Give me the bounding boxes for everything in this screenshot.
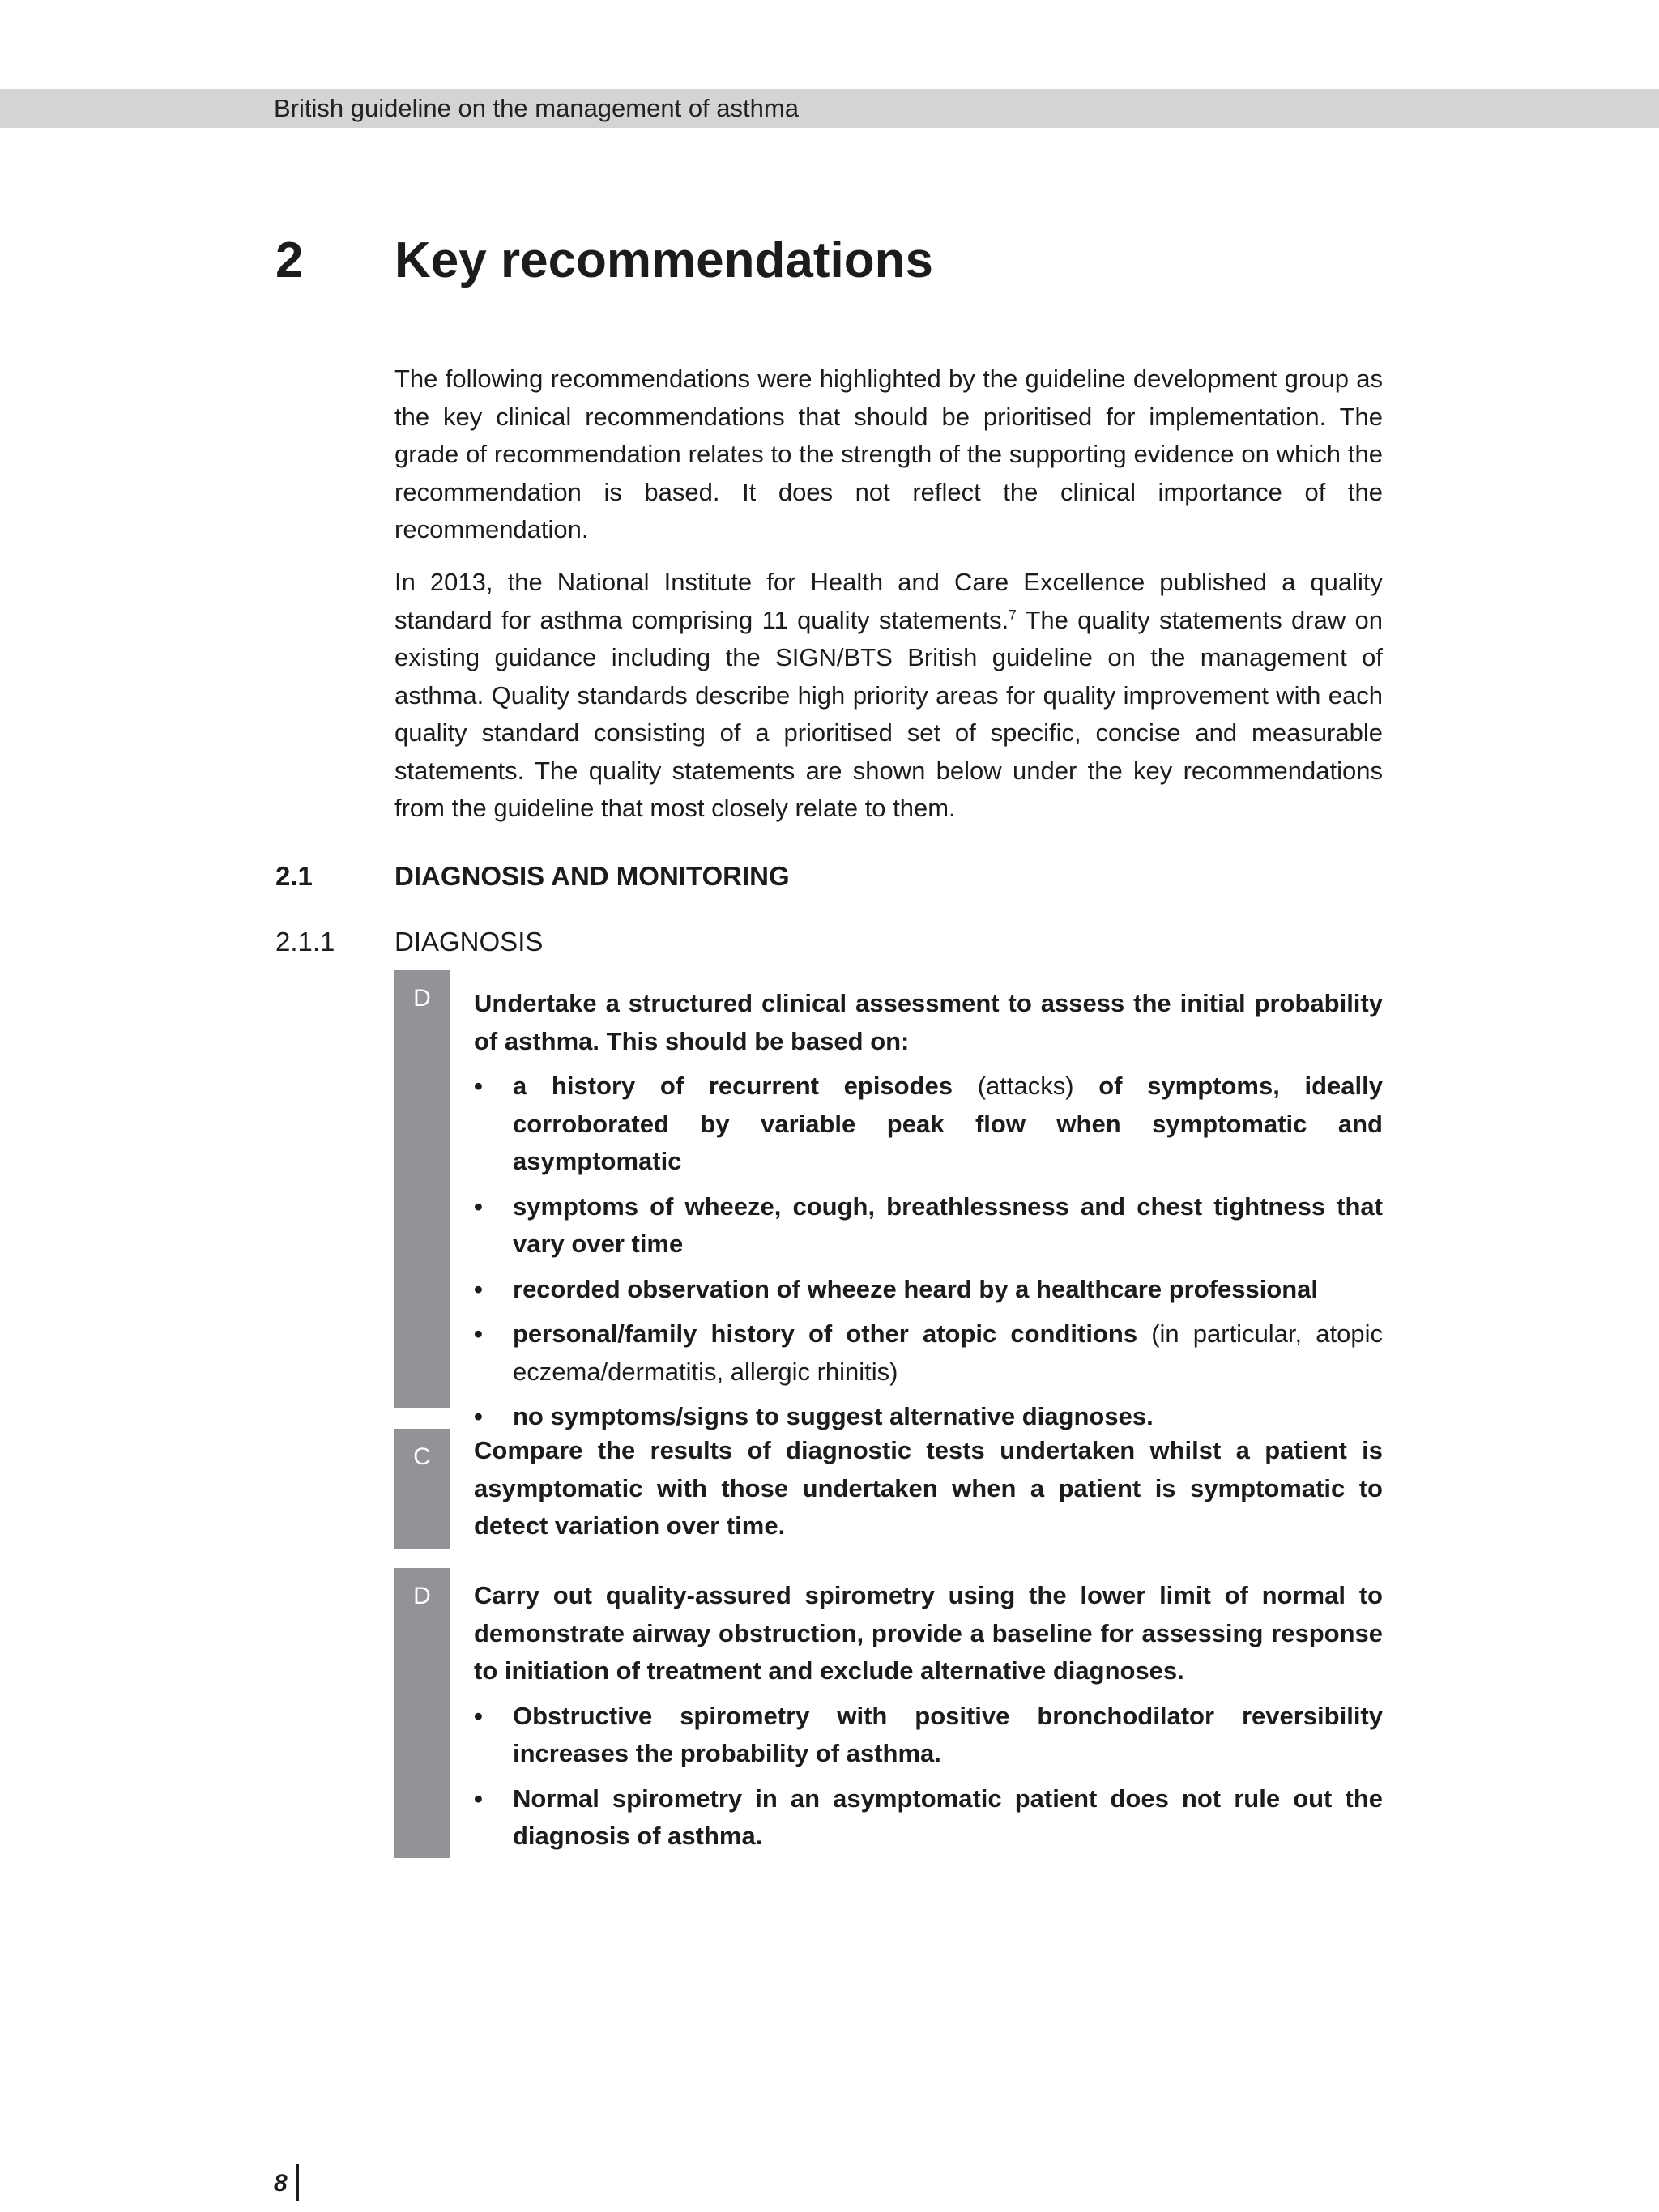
- page-number-rule: [296, 2164, 299, 2201]
- recommendation-bullet-list: [474, 1698, 1383, 1856]
- subsection-number: 2.1.1: [275, 927, 335, 957]
- list-item: • personal/family history of other atopic conditions (in particular, atopic eczema/dermatitis, allergic rhinitis): [474, 1315, 1383, 1391]
- list-item: • Normal spirometry in an asymptomatic patient does not rule out the diagnosis of asthma.: [474, 1780, 1383, 1856]
- intro-paragraph-1: [394, 360, 1383, 549]
- recommendation-lead: Compare the results of diagnostic tests undertaken whilst a patient is asymptomatic with those undertaken when a patient is symptomatic to detect variation over time.: [474, 1436, 1383, 1540]
- section-title: DIAGNOSIS AND MONITORING: [394, 861, 790, 891]
- chapter-title: Key recommendations: [394, 232, 933, 288]
- intro-paragraph-2: [394, 564, 1383, 828]
- grade-letter: D: [413, 1583, 431, 1609]
- recommendation-lead: Undertake a structured clinical assessment to assess the initial probability of asthma. This should be based on:: [474, 989, 1383, 1055]
- list-item: • symptoms of wheeze, cough, breathlessness and chest tightness that vary over time: [474, 1188, 1383, 1264]
- page-number: 8: [274, 2170, 288, 2197]
- recommendation-2: [474, 1432, 1383, 1545]
- grade-letter: C: [413, 1443, 431, 1470]
- running-header-bar: [0, 89, 1659, 128]
- list-item: • recorded observation of wheeze heard by a healthcare professional: [474, 1271, 1383, 1309]
- recommendation-1: [474, 985, 1383, 1436]
- grade-letter: D: [413, 985, 431, 1012]
- intro-paragraph-2-text-a: In 2013, the National Institute for Health and Care Excellence published a quality standard for asthma comprising 11 quality statements.: [394, 568, 1383, 634]
- recommendation-3: [474, 1577, 1383, 1856]
- recommendation-bullet-list: [474, 1068, 1383, 1436]
- grade-badge-d: [394, 970, 450, 1408]
- subsection-title: DIAGNOSIS: [394, 927, 544, 957]
- intro-paragraph-1-text: The following recommendations were highlighted by the guideline development group as the key clinical recommendations that should be prioritised for implementation. The grade of recommendation relates to the strength of the supporting evidence on which the recommendation is based. It does not reflect the clinical importance of the recommendation.: [394, 364, 1383, 543]
- grade-badge-d: [394, 1568, 450, 1858]
- recommendation-lead: Carry out quality-assured spirometry using the lower limit of normal to demonstrate airway obstruction, provide a baseline for assessing response to initiation of treatment and exclude alternative diagnoses.: [474, 1581, 1383, 1685]
- list-item: • Obstructive spirometry with positive bronchodilator reversibility increases the probability of asthma.: [474, 1698, 1383, 1773]
- list-item: • no symptoms/signs to suggest alternative diagnoses.: [474, 1398, 1383, 1436]
- chapter-number: 2: [275, 232, 304, 288]
- reference-superscript: 7: [1009, 607, 1017, 623]
- running-header-title: British guideline on the management of asthma: [274, 94, 799, 122]
- intro-paragraph-2-text-b: The quality statements draw on existing guidance including the SIGN/BTS British guideline on the management of asthma. Quality standards describe high priority areas for quality improvement with each quality standard consisting of a prioritised set of specific, concise and measurable statements. The quality statements are shown below under the key recommendations from the guideline that most closely relate to them.: [394, 605, 1383, 822]
- list-item: • a history of recurrent episodes (attacks) of symptoms, ideally corroborated by variable peak flow when symptomatic and asymptomatic: [474, 1068, 1383, 1181]
- section-number: 2.1: [275, 861, 313, 891]
- grade-badge-c: [394, 1429, 450, 1549]
